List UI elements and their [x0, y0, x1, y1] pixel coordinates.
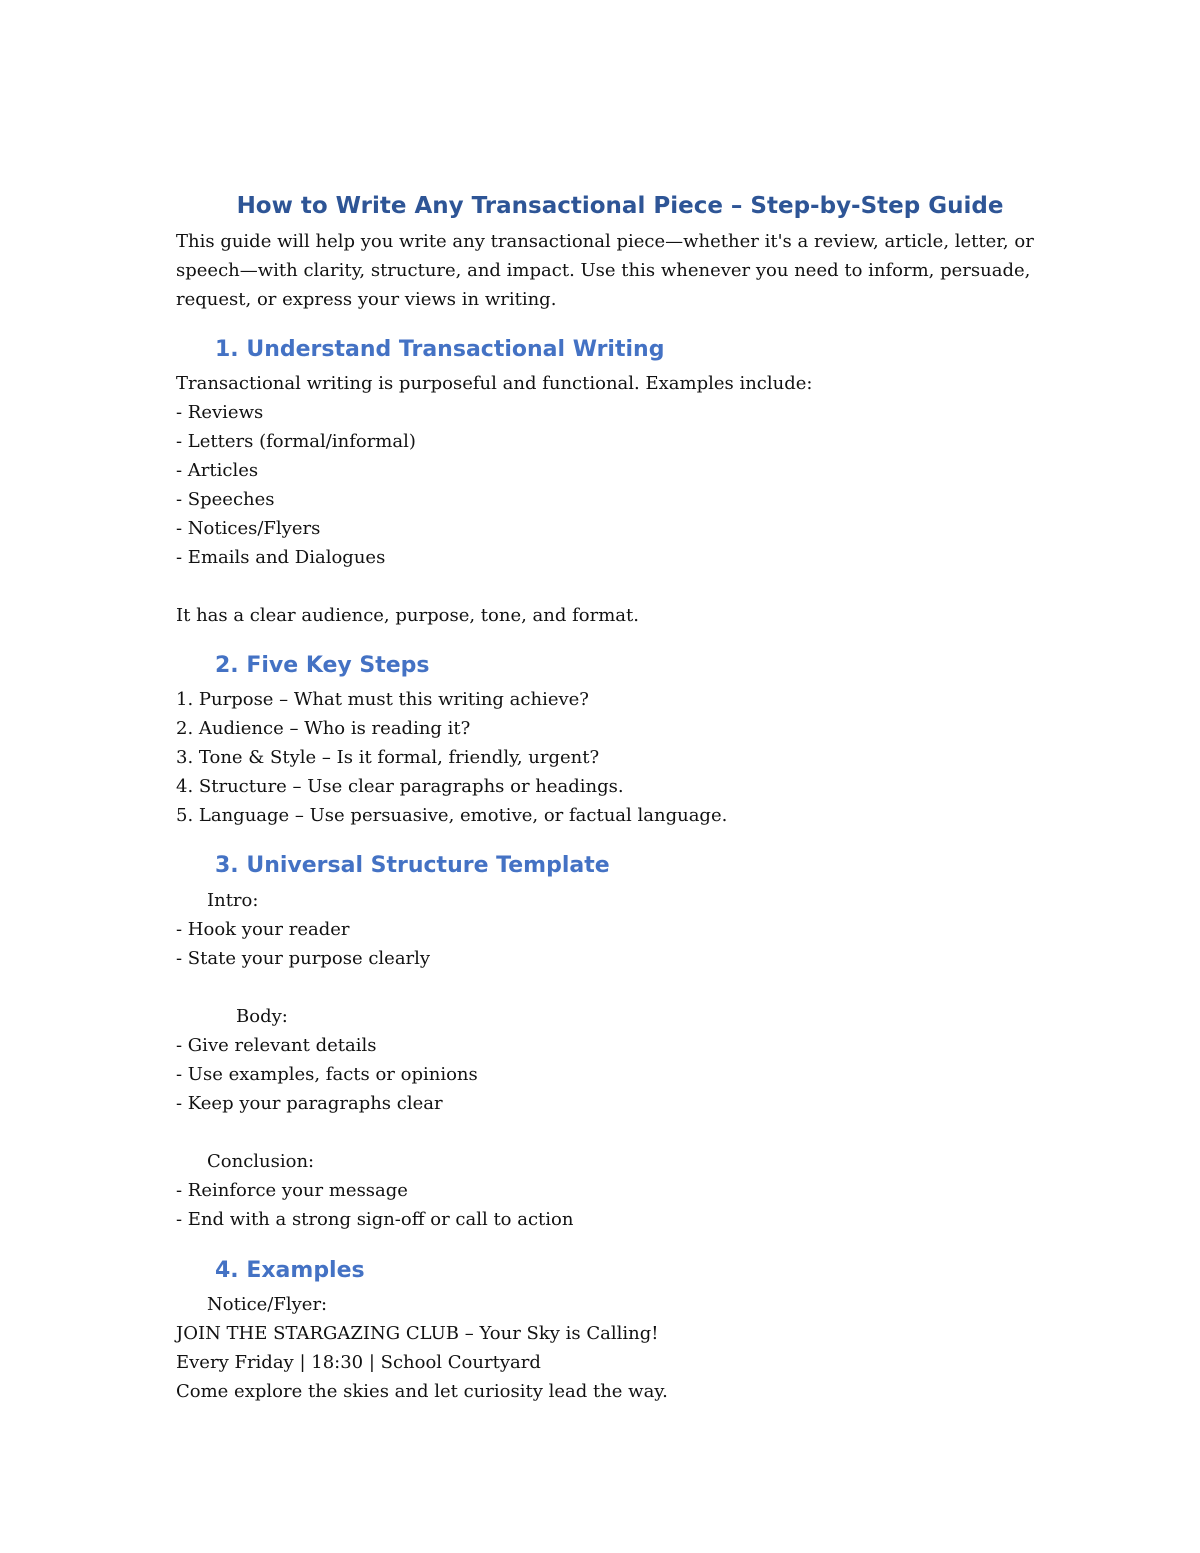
list-item: - Use examples, facts or opinions	[176, 1064, 478, 1085]
list-item: - Reviews	[176, 402, 264, 423]
section-heading-examples: 4. Examples	[215, 1258, 365, 1283]
example-line: Every Friday | 18:30 | School Courtyard	[176, 1352, 541, 1373]
conclusion-label: Conclusion:	[207, 1151, 315, 1172]
list-item: - End with a strong sign-off or call to action	[176, 1209, 574, 1230]
list-item: - Hook your reader	[176, 919, 350, 940]
example-line: Come explore the skies and let curiosity lead the way.	[176, 1381, 668, 1402]
step-item: 4. Structure – Use clear paragraphs or headings.	[176, 776, 624, 797]
list-item: - Articles	[176, 460, 259, 481]
list-item: - State your purpose clearly	[176, 948, 431, 969]
section1-closing: It has a clear audience, purpose, tone, and format.	[176, 605, 639, 626]
step-item: 5. Language – Use persuasive, emotive, or factual language.	[176, 805, 728, 826]
step-item: 3. Tone & Style – Is it formal, friendly, urgent?	[176, 747, 600, 768]
page-title: How to Write Any Transactional Piece – Step-by-Step Guide	[236, 193, 1004, 219]
section-heading-structure-template: 3. Universal Structure Template	[215, 853, 610, 878]
step-item: 1. Purpose – What must this writing achieve?	[176, 689, 589, 710]
section1-lead: Transactional writing is purposeful and functional. Examples include:	[176, 373, 813, 394]
body-label: Body:	[236, 1006, 288, 1027]
list-item: - Letters (formal/informal)	[176, 431, 416, 452]
section-heading-key-steps: 2. Five Key Steps	[215, 653, 430, 678]
list-item: - Reinforce your message	[176, 1180, 408, 1201]
example-line: JOIN THE STARGAZING CLUB – Your Sky is Calling!	[176, 1323, 659, 1344]
example-label: Notice/Flyer:	[207, 1294, 328, 1315]
list-item: - Keep your paragraphs clear	[176, 1093, 443, 1114]
list-item: - Give relevant details	[176, 1035, 377, 1056]
intro-paragraph: This guide will help you write any transactional piece—whether it's a review, article, letter, or speech—with clarity, structure, and impact. Use this whenever you need to inform, persuade, request, or express your views in writing.	[176, 231, 1034, 310]
step-item: 2. Audience – Who is reading it?	[176, 718, 471, 739]
list-item: - Emails and Dialogues	[176, 547, 386, 568]
intro-label: Intro:	[207, 890, 259, 911]
list-item: - Speeches	[176, 489, 275, 510]
list-item: - Notices/Flyers	[176, 518, 321, 539]
section-heading-understand: 1. Understand Transactional Writing	[215, 337, 665, 362]
